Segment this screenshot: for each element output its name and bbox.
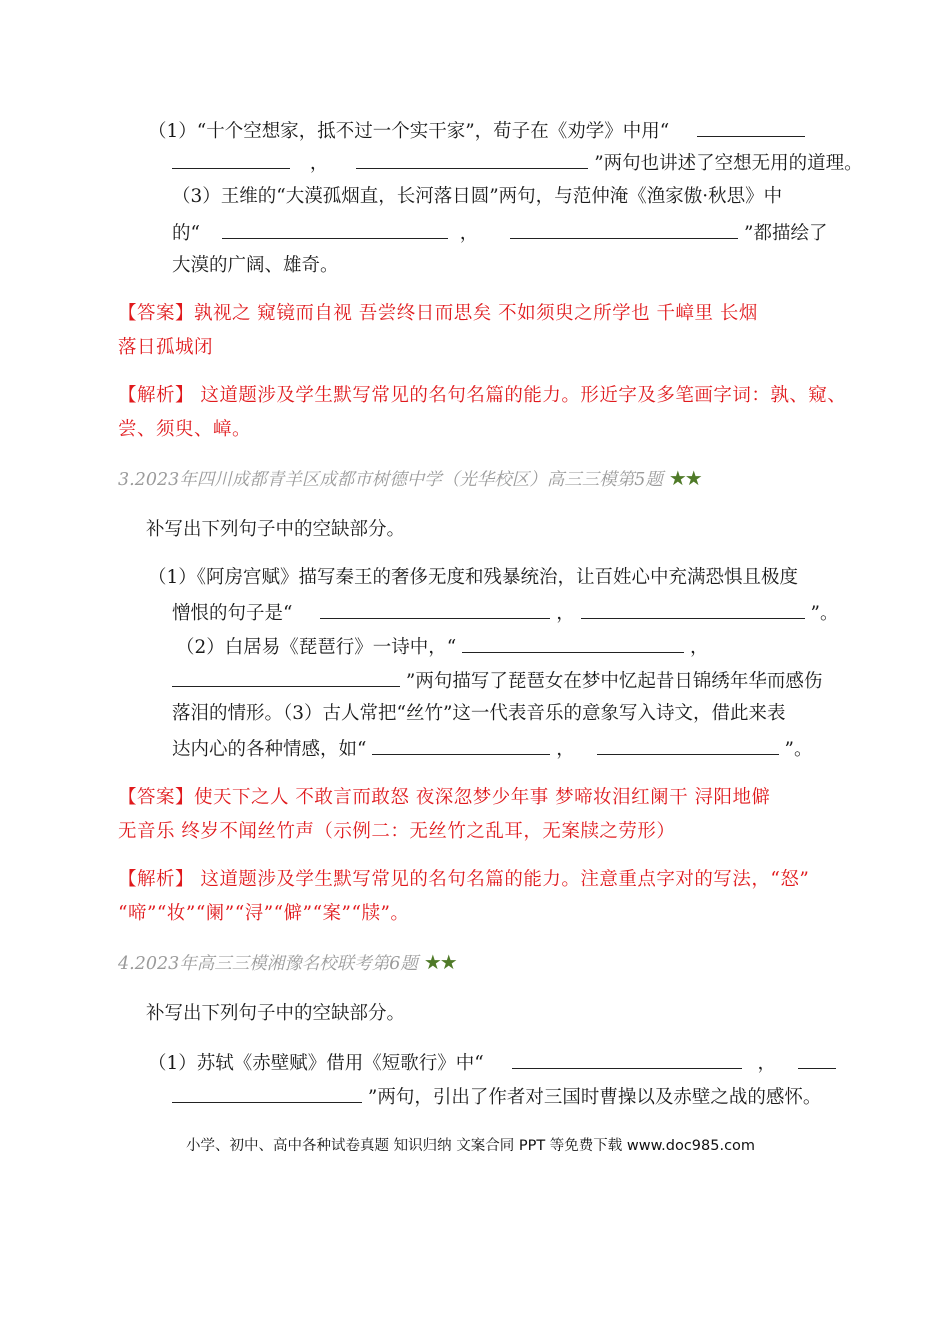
- answer-blank[interactable]: [597, 736, 779, 755]
- answer-blank[interactable]: [512, 1050, 742, 1069]
- answer-blank[interactable]: [320, 600, 550, 619]
- q4-heading-text: 4.2023年高三三模湘豫名校联考第6题: [118, 954, 418, 974]
- difficulty-stars-icon: ★★: [668, 466, 701, 490]
- q2-item1-sep: ，: [309, 153, 329, 174]
- q4-item1-line2: [172, 1084, 821, 1110]
- q2-item3-end: ”都描绘了: [744, 223, 828, 244]
- difficulty-stars-icon: ★★: [423, 950, 456, 974]
- page-footer: 小学、初中、高中各种试卷真题 知识归纳 文案合同 PPT 等免费下载 www.doc985.com: [186, 1138, 756, 1154]
- answer-blank[interactable]: [356, 150, 588, 169]
- q3-item2-line1: [176, 634, 709, 660]
- q3-answer-line1: 【答案】使天下之人 不敢言而敢怒 夜深忽梦少年事 梦啼妆泪红阑干 浔阳地僻: [118, 787, 771, 808]
- q3-answer-line2: 无音乐 终岁不闻丝竹声（示例二：无丝竹之乱耳，无案牍之劳形）: [118, 821, 676, 842]
- q2-item1-line2: [172, 150, 863, 176]
- q4-item1-end: ”两句，引出了作者对三国时曹操以及赤壁之战的感怀。: [367, 1087, 822, 1108]
- q3-analysis-line2: “啼”“妆”“阑”“浔”“僻”“案”“牍”。: [118, 903, 410, 924]
- q2-item1-line1: [148, 118, 805, 144]
- q3-item1-text: （1）《阿房宫赋》描写秦王的奢侈无度和残暴统治，让百姓心中充满恐惧且极度: [148, 567, 799, 588]
- q2-item1-intro: （1）“十个空想家，抵不过一个实干家”，荀子在《劝学》中用“: [148, 121, 670, 142]
- q3-item1-intro: 憎恨的句子是“: [172, 603, 293, 624]
- q3-item1-end: ”。: [810, 603, 839, 624]
- q2-item3-sep: ，: [459, 223, 479, 244]
- q2-item3-open: 的“: [172, 223, 200, 244]
- q3-item2-end: ”两句描写了琵琶女在梦中忆起昔日锦绣年华而感伤: [405, 671, 823, 692]
- answer-blank[interactable]: [172, 1084, 362, 1103]
- q2-item3-line1: [172, 185, 782, 209]
- q2-item3-intro: （3）王维的“大漠孤烟直，长河落日圆”两句，与范仲淹《渔家傲·秋思》中: [172, 186, 783, 207]
- answer-blank[interactable]: [462, 634, 684, 653]
- answer-blank[interactable]: [172, 668, 400, 687]
- q3-heading: [118, 466, 701, 492]
- q3-item3-line2: [172, 736, 813, 762]
- q3-item2-intro: （2）白居易《琵琶行》一诗中，“: [176, 637, 457, 658]
- answer-blank[interactable]: [581, 600, 805, 619]
- q4-heading: [118, 950, 456, 976]
- q3-analysis-line1: 【解析】 这道题涉及学生默写常见的名句名篇的能力。注意重点字对的写法，“怒”: [118, 869, 810, 890]
- q3-instruction: 补写出下列句子中的空缺部分。: [146, 519, 406, 540]
- q3-item1-line2: [172, 600, 839, 626]
- q2-analysis-line2: 尝、须臾、嶂。: [118, 419, 252, 440]
- q4-instruction: 补写出下列句子中的空缺部分。: [146, 1003, 406, 1024]
- q4-item1-line1: [148, 1050, 836, 1076]
- q2-analysis-line1: 【解析】 这道题涉及学生默写常见的名句名篇的能力。形近字及多笔画字词：孰、窥、: [118, 385, 847, 406]
- answer-blank[interactable]: [697, 118, 805, 137]
- q2-answer-line1: 【答案】孰视之 窥镜而自视 吾尝终日而思矣 不如须臾之所学也 千嶂里 长烟: [118, 303, 758, 324]
- q4-item1-sep: ，: [757, 1053, 777, 1074]
- q3-item2-line2: [172, 668, 822, 694]
- q2-answer-line2: 落日孤城闭: [118, 337, 214, 358]
- q3-item3-line1: 落泪的情形。（3）古人常把“丝竹”这一代表音乐的意象写入诗文，借此来表: [172, 703, 786, 724]
- q2-item3-line2: [172, 220, 828, 246]
- q4-item1-intro: （1）苏轼《赤壁赋》借用《短歌行》中“: [148, 1053, 484, 1074]
- q3-item3-intro: 达内心的各种情感，如“: [172, 739, 367, 760]
- q3-item2-sep: ，: [690, 637, 709, 658]
- answer-blank[interactable]: [510, 220, 738, 239]
- q3-heading-text: 3.2023年四川成都青羊区成都市树德中学（光华校区）高三三模第5题: [118, 470, 663, 490]
- answer-blank[interactable]: [222, 220, 448, 239]
- answer-blank[interactable]: [172, 150, 290, 169]
- q3-item3-end: ”。: [784, 739, 813, 760]
- q3-item1-sep: ，: [556, 603, 575, 624]
- answer-blank[interactable]: [798, 1050, 836, 1069]
- answer-blank[interactable]: [372, 736, 550, 755]
- q3-item1-line1: [148, 566, 798, 590]
- q2-item3-tail: 大漠的广阔、雄奇。: [172, 255, 339, 276]
- q2-item3-line3: [172, 254, 339, 278]
- q2-item1-end: ”两句也讲述了空想无用的道理。: [594, 153, 863, 174]
- q3-item3-sep: ，: [556, 739, 575, 760]
